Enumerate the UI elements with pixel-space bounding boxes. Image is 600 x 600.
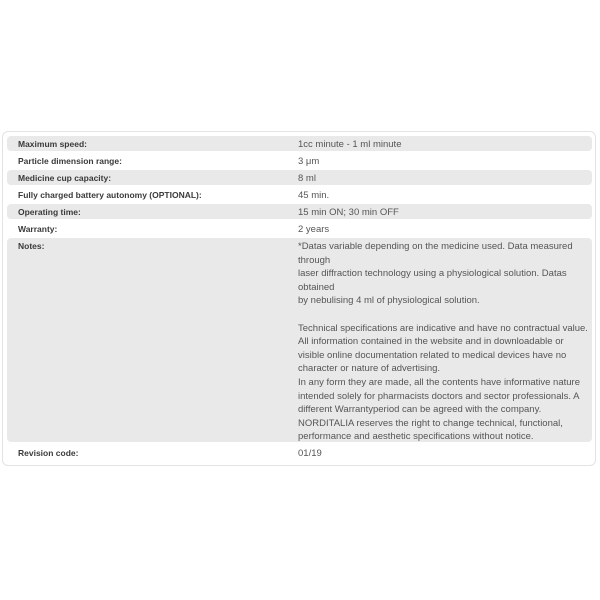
spec-label: Fully charged battery autonomy (OPTIONAL): <box>18 190 202 200</box>
spec-label: Medicine cup capacity: <box>18 173 112 183</box>
spec-value: 8 ml <box>298 173 316 184</box>
spec-value: 3 μm <box>298 156 320 167</box>
notes-line: *Datas variable depending on the medicine used. Data measured <box>298 241 573 252</box>
spec-row-revision-code <box>7 445 592 460</box>
notes-line: Technical specifications are indicative and have no contractual value. <box>298 322 588 334</box>
spec-row-battery-autonomy <box>7 187 592 202</box>
spec-row-operating-time <box>7 204 592 219</box>
notes-line: laser diffraction technology using a physiological solution. Datas <box>298 268 567 280</box>
spec-label: Warranty: <box>18 224 58 234</box>
spec-row-maximum-speed <box>7 136 592 151</box>
spec-label: Revision code: <box>18 448 79 458</box>
spec-row-warranty <box>7 221 592 236</box>
notes-line <box>298 308 583 322</box>
notes-line: visible online documentation related to medical devices have no <box>298 349 567 361</box>
spec-value: 2 years <box>298 224 330 235</box>
spec-value: 45 min. <box>298 190 330 201</box>
spec-value: 15 min ON; 30 min OFF <box>298 207 399 218</box>
spec-label: Notes: <box>18 241 45 251</box>
notes-line: through <box>298 254 331 266</box>
notes-line: different Warrantyperiod can be agreed with the company. <box>298 404 542 416</box>
spec-row-particle-dimension <box>7 153 592 168</box>
notes-line: by nebulising 4 ml of physiological solution. <box>298 295 480 307</box>
notes-line: NORDITALIA reserves the right to change technical, functional, <box>298 417 563 429</box>
spec-label: Operating time: <box>18 207 81 217</box>
notes-line: obtained <box>298 281 335 293</box>
notes-line: All information contained in the website and in downloadable or <box>298 336 564 348</box>
spec-label: Particle dimension range: <box>18 156 122 166</box>
spec-row-medicine-cup-capacity <box>7 170 592 185</box>
notes-line: In any form they are made, all the contents have informative nature <box>298 376 580 388</box>
notes-line: intended solely for pharmacists doctors and sector professionals. A <box>298 390 580 402</box>
notes-text <box>298 240 588 444</box>
spec-value: 1cc minute - 1 ml minute <box>298 139 402 150</box>
notes-line: performance and aesthetic specifications without notice. <box>298 431 534 443</box>
spec-value: 01/19 <box>298 448 322 459</box>
spec-label: Maximum speed: <box>18 139 87 149</box>
specifications-table <box>7 136 592 460</box>
notes-line: character or nature of advertising. <box>298 363 441 375</box>
spec-row-notes <box>7 238 592 442</box>
